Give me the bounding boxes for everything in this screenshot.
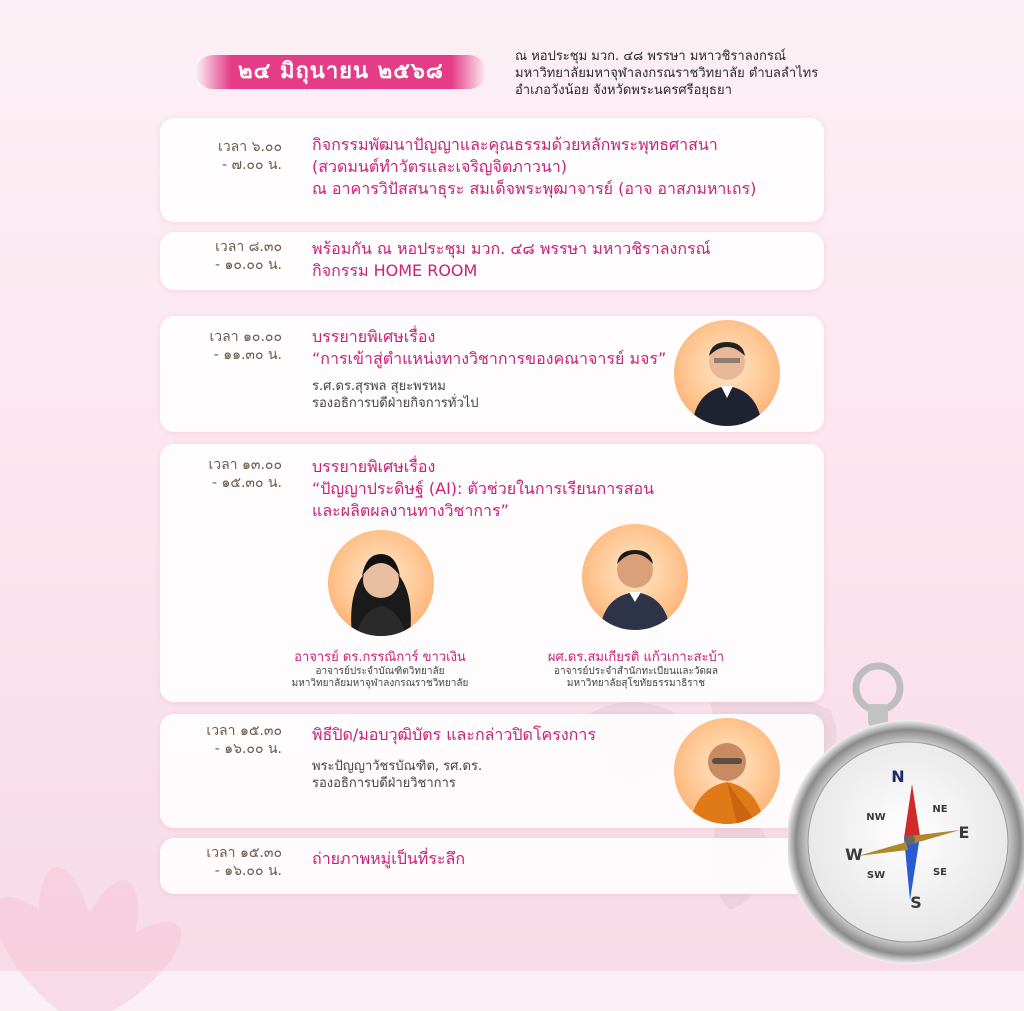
time-start: เวลา ๑๐.๐๐ <box>209 329 282 345</box>
speaker-caption <box>280 650 480 690</box>
speaker-title: รองอธิการบดีฝ่ายกิจการทั่วไป <box>312 396 479 411</box>
activity-line: บรรยายพิเศษเรื่อง <box>312 457 436 476</box>
time-range <box>160 844 282 880</box>
dial-northeast: NE <box>932 804 948 815</box>
activity-line: กิจกรรมพัฒนาปัญญาและคุณธรรมด้วยหลักพระพุทธศาสนา <box>312 135 718 154</box>
time-start: เวลา ๑๓.๐๐ <box>208 457 282 473</box>
time-end: - ๑๐.๐๐ น. <box>215 257 282 273</box>
venue-line: ณ หอประชุม มวก. ๔๘ พรรษา มหาวชิราลงกรณ์ <box>515 49 786 64</box>
speaker-position: อาจารย์ประจำบัณฑิตวิทยาลัย <box>315 666 445 677</box>
activity-line: ณ อาคารวิปัสสนาธุระ สมเด็จพระพุฒาจารย์ (อาจ อาสภมหาเถร) <box>312 179 757 198</box>
activity-line: “การเข้าสู่ตำแหน่งทางวิชาการของคณาจารย์ มจร” <box>312 349 667 368</box>
time-start: เวลา ๑๕.๓๐ <box>206 723 282 739</box>
time-range <box>160 456 282 492</box>
dial-north: N <box>891 767 905 786</box>
time-end: - ๑๕.๓๐ น. <box>211 475 282 491</box>
time-start: เวลา ๑๕.๓๐ <box>206 845 282 861</box>
speaker-avatar <box>674 320 780 426</box>
activity-line: และผลิตผลงานทางวิชาการ” <box>312 501 509 520</box>
activity-line: บรรยายพิเศษเรื่อง <box>312 327 436 346</box>
venue-line: อำเภอวังน้อย จังหวัดพระนครศรีอยุธยา <box>515 83 732 98</box>
dial-southwest: SW <box>866 870 886 881</box>
speaker-name: พระปัญญาวัชรบัณฑิต, รศ.ดร. <box>312 759 483 774</box>
speaker-title: รองอธิการบดีฝ่ายวิชาการ <box>312 776 456 791</box>
schedule-item-lecture-ai <box>160 444 824 702</box>
schedule-item-group-photo <box>160 838 824 894</box>
schedule-item-morning-chanting <box>160 118 824 222</box>
activity-line: พร้อมกัน ณ หอประชุม มวก. ๔๘ พรรษา มหาวชิราลงกรณ์ <box>312 239 711 258</box>
time-start: เวลา ๖.๐๐ <box>218 139 282 155</box>
activity-text <box>312 134 756 200</box>
time-start: เวลา ๘.๓๐ <box>215 239 282 255</box>
schedule-item-lecture-academic-position <box>160 316 824 432</box>
speaker-name: อาจารย์ ดร.กรรณิการ์ ขาวเงิน <box>294 650 466 665</box>
schedule-item-home-room <box>160 232 824 290</box>
activity-text <box>312 456 654 522</box>
activity-line: (สวดมนต์ทำวัตรและเจริญจิตภาวนา) <box>312 157 567 176</box>
time-end: - ๑๑.๓๐ น. <box>213 347 282 363</box>
speaker-avatar <box>328 530 434 636</box>
dial-south: S <box>910 893 922 912</box>
activity-line: กิจกรรม HOME ROOM <box>312 261 478 280</box>
dial-southeast: SE <box>932 867 948 878</box>
event-date-banner: ๒๔ มิถุนายน ๒๕๖๘ <box>196 55 486 89</box>
activity-line: พิธีปิด/มอบวุฒิบัตร และกล่าวปิดโครงการ <box>312 725 596 744</box>
activity-text <box>312 326 666 412</box>
activity-line: ถ่ายภาพหมู่เป็นที่ระลึก <box>312 849 466 868</box>
speaker-avatar <box>674 718 780 824</box>
dial-northwest: NW <box>866 812 886 823</box>
speaker-info <box>312 758 596 792</box>
schedule-item-closing-ceremony <box>160 714 824 828</box>
dial-west: W <box>845 845 863 864</box>
activity-text <box>312 724 596 792</box>
time-range <box>160 138 282 174</box>
venue-line: มหาวิทยาลัยมหาจุฬาลงกรณราชวิทยาลัย ตำบลลำไทร <box>515 66 819 81</box>
activity-text <box>312 238 710 282</box>
speaker-position: อาจารย์ประจำสำนักทะเบียนและวัดผล <box>554 666 718 677</box>
speaker-affiliation: มหาวิทยาลัยสุโขทัยธรรมาธิราช <box>566 678 706 689</box>
activity-line: “ปัญญาประดิษฐ์ (AI): ตัวช่วยในการเรียนการสอน <box>312 479 655 498</box>
time-end: - ๑๖.๐๐ น. <box>214 863 282 879</box>
compass-icon <box>788 660 1024 971</box>
time-end: - ๗.๐๐ น. <box>221 157 282 173</box>
speaker-name: ผศ.ดร.สมเกียรติ แก้วเกาะสะบ้า <box>547 650 725 665</box>
speaker-name: ร.ศ.ดร.สุรพล สุยะพรหม <box>312 379 446 394</box>
activity-text <box>312 848 465 870</box>
time-range <box>160 722 282 758</box>
speaker-caption <box>536 650 736 690</box>
venue-address <box>515 48 845 99</box>
time-range <box>160 238 282 274</box>
dial-east: E <box>958 823 970 842</box>
time-end: - ๑๖.๐๐ น. <box>214 741 282 757</box>
speaker-affiliation: มหาวิทยาลัยมหาจุฬาลงกรณราชวิทยาลัย <box>291 678 469 689</box>
speaker-info <box>312 378 666 412</box>
speaker-avatar <box>582 524 688 630</box>
time-range <box>160 328 282 364</box>
